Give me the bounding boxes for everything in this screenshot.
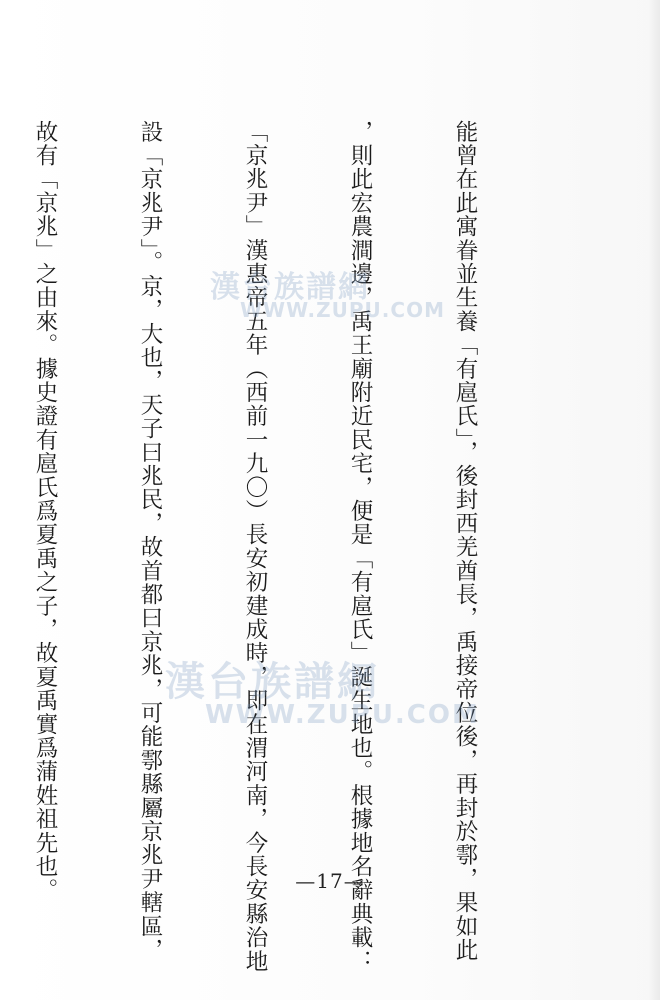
text-column-3: 「京兆尹」漢惠帝五年（西前一九〇）長安初建成時，即在渭河南，今長安縣治地 — [242, 120, 268, 974]
text-column-2: ，則此宏農澗邊，禹王廟附近民宅，便是「有扈氏」誕生地也。根據地名辭典載： — [347, 120, 373, 974]
text-column-5: 故有「京兆」之由來。據史證有扈氏爲夏禹之子，故夏禹實爲蒲姓祖先也。 — [32, 120, 58, 903]
text-column-4: 設「京兆尹」。京，大也，天子曰兆民，故首都曰京兆，可能鄠縣屬京兆尹轄區， — [137, 120, 163, 962]
page-edge-shadow — [648, 0, 660, 1000]
watermark-top-chinese: 漢台族譜網 — [210, 270, 370, 305]
page-number: —17— — [295, 869, 365, 893]
watermark-bottom-chinese: 漢台族譜網 — [165, 659, 380, 705]
text-column-1: 能曾在此寓眷並生養「有扈氏」，後封西羌酋長，禹接帝位後，再封於鄠，果如此 — [452, 120, 478, 962]
watermark-top-url: WWW.ZUPU.COM — [240, 298, 445, 322]
watermark-bottom-url: WWW.ZUPU.COM — [205, 700, 480, 730]
